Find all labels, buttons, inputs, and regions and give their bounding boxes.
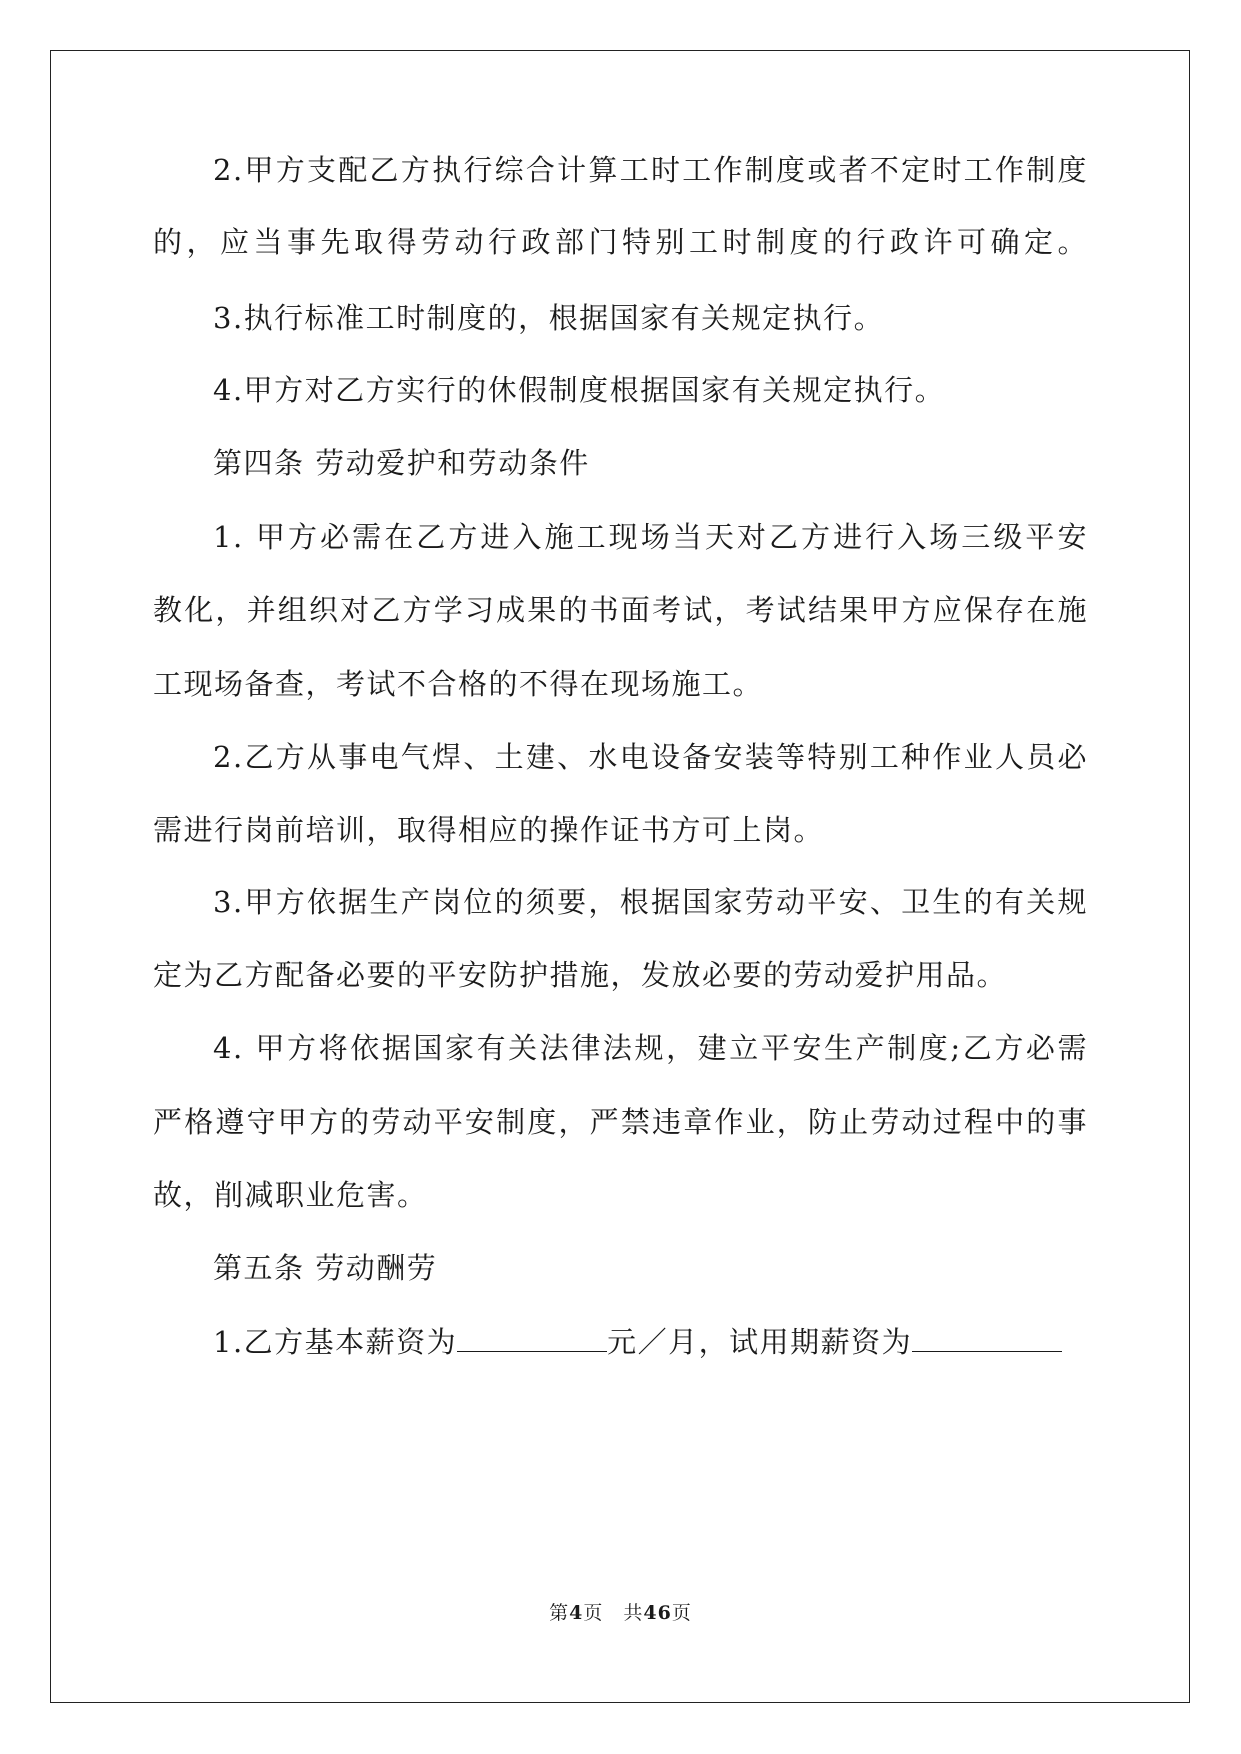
page-label-prefix: 第 [549,1602,570,1624]
paragraph-line: 3.执行标准工时制度的，根据国家有关规定执行。 [213,301,885,335]
paragraph-line: 3.甲方依据生产岗位的须要，根据国家劳动平安、卫生的有关规 [213,885,1088,919]
paragraph-line: 故，削减职业危害。 [153,1178,428,1212]
total-pages: 46 [643,1602,672,1624]
base-salary-blank[interactable] [457,1323,607,1352]
paragraph-line: 工现场备查，考试不合格的不得在现场施工。 [153,667,764,701]
section-heading: 第五条 劳动酬劳 [213,1251,438,1285]
salary-line [213,1322,1062,1362]
paragraph-line: 的，应当事先取得劳动行政部门特别工时制度的行政许可确定。 [153,225,1088,259]
page-footer [0,1600,1241,1626]
page-label-suffix: 页 [583,1602,604,1624]
page-number: 4 [569,1602,584,1624]
section-heading: 第四条 劳动爱护和劳动条件 [213,446,590,480]
paragraph-line: 需进行岗前培训，取得相应的操作证书方可上岗。 [153,813,825,847]
salary-line-prefix: 1.乙方基本薪资为 [213,1325,458,1359]
paragraph-line: 教化，并组织对乙方学习成果的书面考试，考试结果甲方应保存在施 [153,593,1088,627]
paragraph-line: 2.乙方从事电气焊、土建、水电设备安装等特别工种作业人员必 [213,740,1088,774]
probation-salary-blank[interactable] [912,1323,1062,1352]
total-label-suffix: 页 [671,1602,692,1624]
paragraph-line: 4. 甲方将依据国家有关法律法规，建立平安生产制度;乙方必需 [213,1031,1088,1065]
paragraph-line: 4.甲方对乙方实行的休假制度根据国家有关规定执行。 [213,373,946,407]
paragraph-line: 定为乙方配备必要的平安防护措施，发放必要的劳动爱护用品。 [153,958,1008,992]
paragraph-line: 1. 甲方必需在乙方进入施工现场当天对乙方进行入场三级平安 [213,520,1088,554]
salary-line-middle: 元／月，试用期薪资为 [607,1325,913,1359]
paragraph-line: 2.甲方支配乙方执行综合计算工时工作制度或者不定时工作制度 [213,153,1088,187]
total-label-prefix: 共 [623,1602,644,1624]
paragraph-line: 严格遵守甲方的劳动平安制度，严禁违章作业，防止劳动过程中的事 [153,1105,1088,1139]
